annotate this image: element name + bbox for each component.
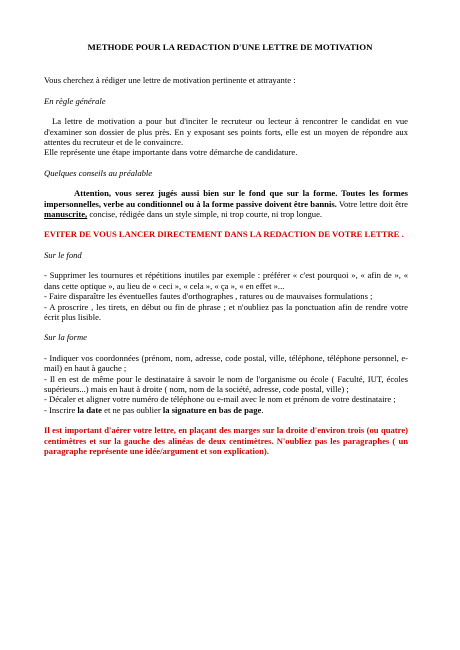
final-note: Il est important d'aérer votre lettre, en plaçant des marges sur la droite d'environ trois (ou quatre) centimètres et sur la gauche des alinéas de deux centimètres. N'oubliez pas les paragraphes ( un paragraphe représente une idée/argument et son explication). [44,425,408,456]
heading-conseils: Quelques conseils au préalable [44,167,153,178]
manuscrite-text: manuscrite, [44,209,88,220]
general-paragraph-2: Elle représente une étape importante dans votre démarche de candidature. [44,147,298,158]
forme-item-last [44,405,408,415]
forme-last-end: . [261,404,264,415]
fond-item: - Faire disparaître les éventuelles fautes d'orthographes , ratures ou de mauvaises formulations ; [44,291,373,302]
conseils-text-a: Votre lettre doit être [336,198,408,209]
forme-item: - Indiquer vos coordonnées (prénom, nom, adresse, code postal, ville, téléphone, téléphone personnel, e-mail) en haut à gauche ; [44,352,408,374]
heading-general: En règle générale [44,95,106,106]
date-text: la date [77,404,102,415]
intro-text: Vous cherchez à rédiger une lettre de motivation pertinente et attrayante : [44,75,296,86]
forme-item: - Il en est de même pour le destinataire à savoir le nom de l'organisme ou école ( Faculté, IUT, écoles supérieurs...) mais en haut à droite ( nom, nom de la société, adresse, code postal, ville) ; [44,373,408,394]
signature-text: la signature en bas de page [162,404,262,415]
fond-item: - Supprimer les tournures et répétitions inutiles par exemple : préférer « c'est pourquoi », « afin de », « dans cette optique », au lieu de « ceci », « cela », « ça », « en effet »... [44,270,408,291]
heading-fond: Sur le fond [44,249,82,260]
forme-last-prefix: - Inscrire [44,404,78,415]
conseils-paragraph [44,188,408,219]
warning-text: EVITER DE VOUS LANCER DIRECTEMENT DANS LA REDACTION DE VOTRE LETTRE . [44,229,404,240]
conseils-bold-text: Attention, vous serez jugés aussi bien sur le fond que sur la forme. Toutes les formes impersonnelles, verbe au conditionnel ou à la forme passive doivent être bannis. [44,188,408,209]
forme-item: - Décaler et aligner votre numéro de téléphone ou e-mail avec le nom et prénom de votre destinataire ; [44,394,396,405]
heading-forme: Sur la forme [44,332,87,343]
fond-item: - A proscrire , les tirets, en début ou fin de phrase ; et n'oubliez pas la ponctuation afin de rendre votre écrit plus lisible. [44,301,408,322]
document-title: METHODE POUR LA REDACTION D'UNE LETTRE DE MOTIVATION [87,42,373,52]
conseils-text-b: concise, rédigée dans un style simple, ni trop courte, ni trop longue. [87,209,323,220]
forme-last-mid: et ne pas oublier [102,404,163,415]
general-paragraph: La lettre de motivation a pour but d'inciter le recruteur ou lecteur à rencontrer le candidat en vue d'examiner son dossier de plus près. En y exposant ses points forts, elle est un moyen de répondre aux attentes du recruteur et de le convaincre. [44,116,408,148]
